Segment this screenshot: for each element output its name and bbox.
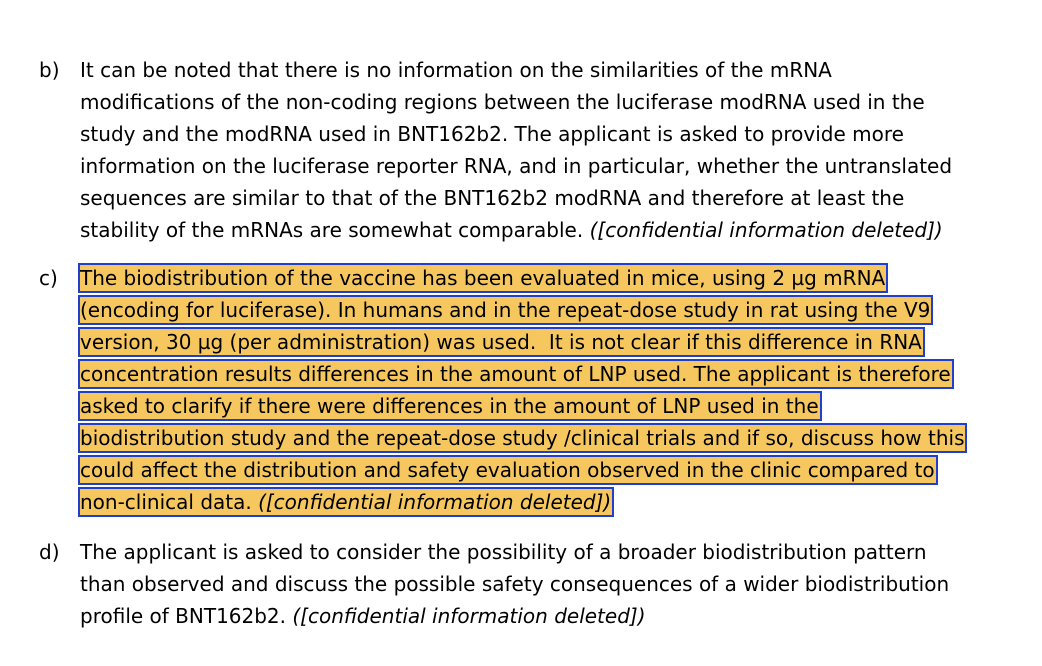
paragraph-line: The applicant is asked to consider the possibility of a broader biodistribution pattern: [80, 540, 927, 564]
paragraph-last-line: [80, 602, 646, 630]
highlighted-line: asked to clarify if there were differences in the amount of LNP used in the: [80, 394, 819, 418]
paragraph-line: than observed and discuss the possible safety consequences of a wider biodistribution: [80, 572, 950, 596]
paragraph-line: sequences are similar to that of the BNT162b2 modRNA and therefore at least the: [80, 186, 905, 210]
paragraph-line-text: stability of the mRNAs are somewhat comparable.: [80, 218, 584, 242]
confidential-note: ([confidential information deleted]): [589, 218, 943, 242]
confidential-note: ([confidential information deleted]): [258, 490, 612, 514]
highlighted-line: concentration results differences in the amount of LNP used. The applicant is therefore: [80, 362, 951, 386]
list-marker: d): [39, 540, 60, 564]
list-marker: b): [39, 58, 60, 82]
paragraph-line-text: profile of BNT162b2.: [80, 604, 287, 628]
highlighted-line: version, 30 µg (per administration) was used. It is not clear if this difference in RNA: [80, 330, 922, 354]
paragraph-line-text: non-clinical data.: [80, 490, 252, 514]
paragraph-line: It can be noted that there is no information on the similarities of the mRNA: [80, 58, 832, 82]
highlighted-line: biodistribution study and the repeat-dose study /clinical trials and if so, discuss how this: [80, 426, 965, 450]
highlighted-last-line: [79, 488, 613, 516]
paragraph-line: information on the luciferase reporter RNA, and in particular, whether the untranslated: [80, 154, 953, 178]
list-marker: c): [39, 266, 58, 290]
highlighted-line: (encoding for luciferase). In humans and in the repeat-dose study in rat using the V9: [80, 298, 931, 322]
highlighted-line: The biodistribution of the vaccine has been evaluated in mice, using 2 µg mRNA: [80, 266, 886, 290]
highlighted-line: could affect the distribution and safety evaluation observed in the clinic compared to: [80, 458, 935, 482]
paragraph-line: modifications of the non-coding regions between the luciferase modRNA used in the: [80, 90, 925, 114]
confidential-note: ([confidential information deleted]): [292, 604, 646, 628]
paragraph-line: study and the modRNA used in BNT162b2. The applicant is asked to provide more: [80, 122, 904, 146]
paragraph-last-line: [80, 216, 943, 244]
